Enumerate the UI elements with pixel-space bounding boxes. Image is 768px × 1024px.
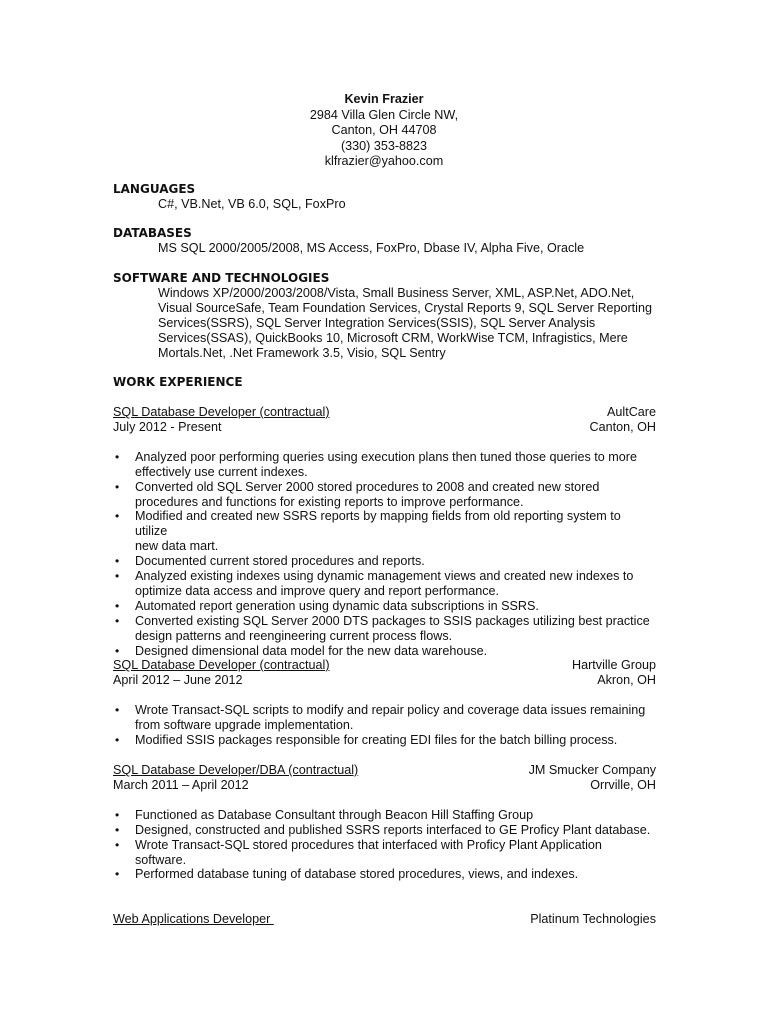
job-entry-aultcare	[113, 405, 656, 659]
job-company: Hartville Group	[572, 658, 656, 672]
job-entry-hartville	[113, 658, 656, 748]
job-location: Canton, OH	[589, 419, 656, 434]
list-item: • Wrote Transact-SQL stored procedures that interfaced with Proficy Plant Application software.	[113, 838, 656, 868]
job-company: JM Smucker Company	[528, 763, 656, 777]
databases-heading: DATABASES	[113, 226, 192, 240]
address-line-1: 2984 Villa Glen Circle NW,	[309, 107, 459, 122]
job-title: SQL Database Developer (contractual)	[113, 658, 330, 672]
job-location: Orrville, OH	[590, 777, 656, 792]
list-item: • Designed, constructed and published SSRS reports interfaced to GE Proficy Plant database.	[113, 823, 656, 838]
list-item: • Automated report generation using dynamic data subscriptions in SSRS.	[113, 599, 656, 614]
work-experience-heading-block	[113, 375, 673, 390]
job-dates: March 2011 – April 2012	[113, 777, 249, 792]
languages-heading: LANGUAGES	[113, 182, 196, 196]
contact-header	[0, 92, 768, 170]
job-title: SQL Database Developer (contractual)	[113, 405, 330, 419]
software-line: Visual SourceSafe, Team Foundation Services, Crystal Reports 9, SQL Server Reporting	[158, 300, 652, 315]
job-title-row	[113, 912, 656, 927]
job-title: Web Applications Developer	[113, 912, 274, 926]
list-item: • Documented current stored procedures and reports.	[113, 554, 656, 569]
job-bullet-list	[113, 808, 656, 883]
software-line: Windows XP/2000/2003/2008/Vista, Small Business Server, XML, ASP.Net, ADO.Net,	[158, 285, 635, 300]
job-title-row	[113, 405, 656, 420]
languages-line: C#, VB.Net, VB 6.0, SQL, FoxPro	[158, 196, 346, 211]
job-dates: April 2012 – June 2012	[113, 672, 243, 687]
job-entry-platinum	[113, 912, 656, 927]
software-line: Mortals.Net, .Net Framework 3.5, Visio, SQL Sentry	[158, 345, 446, 360]
job-entry-jm-smucker	[113, 763, 656, 882]
list-item: • Analyzed poor performing queries using execution plans then tuned those queries to more effectively use current indexes.	[113, 450, 656, 480]
job-dates: July 2012 - Present	[113, 419, 222, 434]
list-item: • Converted old SQL Server 2000 stored procedures to 2008 and created new stored procedures and functions for existing reports to improve performance.	[113, 480, 656, 510]
list-item: • Modified SSIS packages responsible for creating EDI files for the batch billing process.	[113, 733, 656, 748]
software-heading: SOFTWARE AND TECHNOLOGIES	[113, 271, 330, 285]
phone-number: (330) 353-8823	[340, 138, 428, 153]
work-experience-heading: WORK EXPERIENCE	[113, 375, 243, 389]
databases-section	[113, 226, 673, 256]
candidate-name: Kevin Frazier	[344, 92, 424, 106]
list-item: • Analyzed existing indexes using dynamic management views and created new indexes to optimize data access and improve query and report performance.	[113, 569, 656, 599]
job-bullet-list	[113, 450, 656, 659]
job-company: Platinum Technologies	[530, 912, 656, 926]
address-line-2: Canton, OH 44708	[331, 123, 437, 137]
list-item: • Converted existing SQL Server 2000 DTS packages to SSIS packages utilizing best practice design patterns and reengineering current process flows.	[113, 614, 656, 644]
languages-section	[113, 182, 673, 212]
list-item: • Wrote Transact-SQL scripts to modify and repair policy and coverage data issues remaining from software upgrade implementation.	[113, 703, 656, 733]
job-dates-row	[113, 778, 656, 793]
job-company: AultCare	[607, 405, 656, 419]
email-address: klfrazier@yahoo.com	[324, 154, 444, 168]
databases-line: MS SQL 2000/2005/2008, MS Access, FoxPro, Dbase IV, Alpha Five, Oracle	[158, 240, 585, 255]
software-section	[113, 271, 673, 360]
job-title-row	[113, 658, 656, 673]
list-item: • Performed database tuning of database stored procedures, views, and indexes.	[113, 867, 656, 882]
job-location: Akron, OH	[597, 672, 656, 687]
software-line: Services(SSRS), SQL Server Integration Services(SSIS), SQL Server Analysis	[158, 315, 596, 330]
software-line: Services(SSAS), QuickBooks 10, Microsoft CRM, WorkWise TCM, Infragistics, Mere	[158, 330, 628, 345]
list-item: • Modified and created new SSRS reports by mapping fields from old reporting system to utilize new data mart.	[113, 509, 656, 554]
job-dates-row	[113, 420, 656, 435]
job-bullet-list	[113, 703, 656, 748]
list-item: • Designed dimensional data model for the new data warehouse.	[113, 644, 656, 659]
job-title: SQL Database Developer/DBA (contractual)	[113, 763, 359, 777]
list-item: • Functioned as Database Consultant through Beacon Hill Staffing Group	[113, 808, 656, 823]
job-dates-row	[113, 673, 656, 688]
job-title-row	[113, 763, 656, 778]
